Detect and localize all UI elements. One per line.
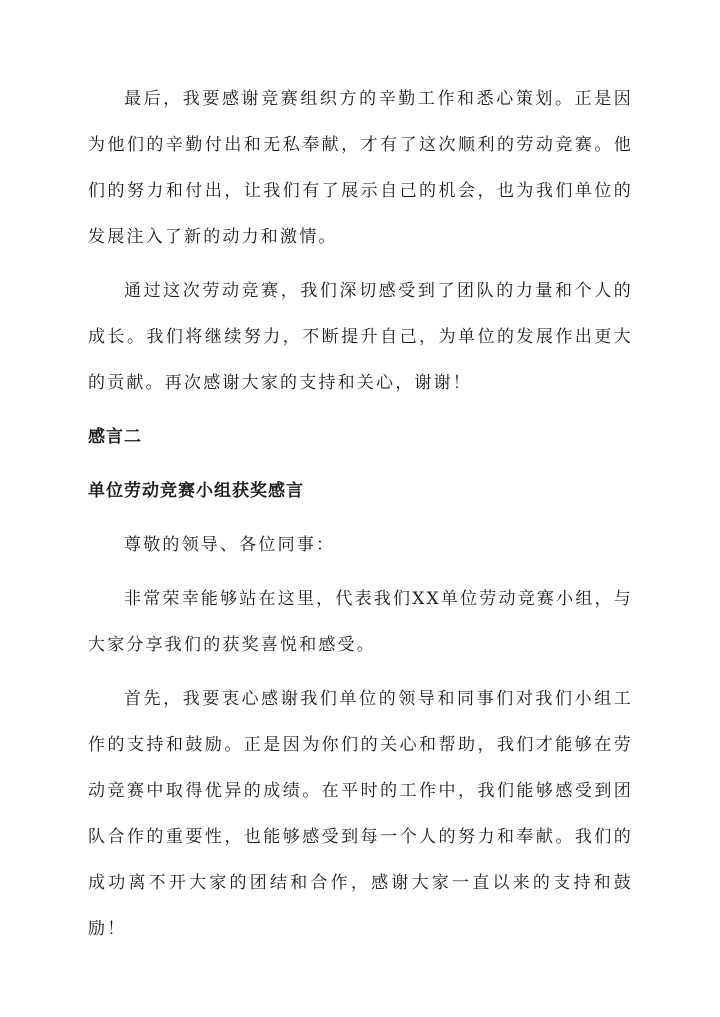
paragraph-thanks-leaders: 首先，我要衷心感谢我们单位的领导和同事们对我们小组工作的支持和鼓励。正是因为你们的关心和帮助，我们才能够在劳动竞赛中取得优异的成绩。在平时的工作中，我们能够感受到团队合作的重要性，也能够感受到每一个人的努力和奉献。我们的成功离不开大家的团结和合作，感谢大家一直以来的支持和鼓励！ [88, 689, 633, 939]
paragraph-honored: 非常荣幸能够站在这里，代表我们XX单位劳动竞赛小组，与大家分享我们的获奖喜悦和感受。 [88, 589, 633, 655]
greeting-line: 尊敬的领导、各位同事： [124, 535, 336, 555]
paragraph-closing: 通过这次劳动竞赛，我们深切感受到了团队的力量和个人的成长。我们将继续努力，不断提升自己，为单位的发展作出更大的贡献。再次感谢大家的支持和关心，谢谢！ [88, 281, 633, 393]
document-page [88, 76, 633, 960]
speech-title: 单位劳动竞赛小组获奖感言 [88, 481, 304, 501]
paragraph-thanks-organizers: 最后，我要感谢竞赛组织方的辛勤工作和悉心策划。正是因为他们的辛勤付出和无私奉献，才有了这次顺利的劳动竞赛。他们的努力和付出，让我们有了展示自己的机会，也为我们单位的发展注入了新的动力和激情。 [88, 89, 633, 247]
section-title: 感言二 [88, 427, 142, 447]
